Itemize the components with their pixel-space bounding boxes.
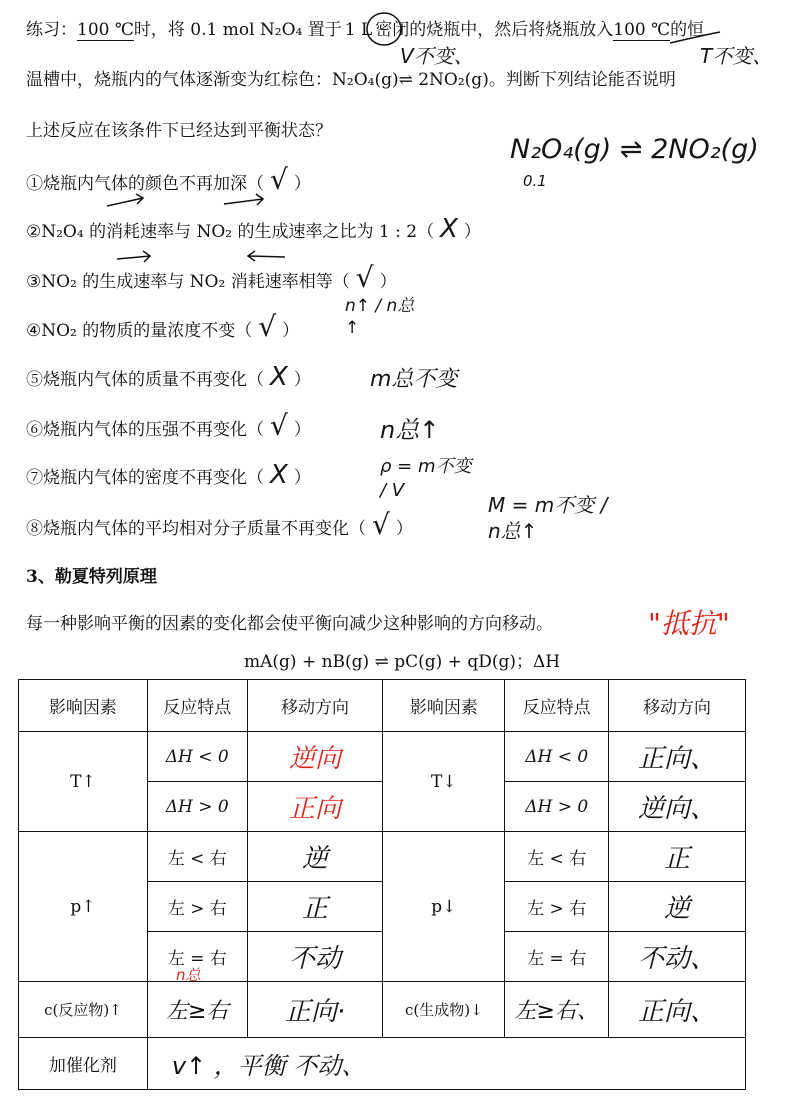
hw-volume-constant: V不变、 bbox=[400, 44, 474, 68]
item-close: ） bbox=[379, 272, 397, 292]
item-2 bbox=[26, 214, 481, 244]
item-3 bbox=[26, 261, 397, 294]
table-row bbox=[19, 1038, 746, 1090]
feature-lt-2: 左 < 右 bbox=[505, 832, 609, 882]
table-row bbox=[19, 832, 746, 882]
factor-t-up: T↑ bbox=[19, 732, 148, 832]
table-row bbox=[19, 732, 746, 782]
exercise-temp-1: 100 ℃ bbox=[77, 20, 134, 40]
header-feature-2: 反应特点 bbox=[505, 680, 609, 732]
item-text: ⑤烧瓶内气体的质量不再变化（ bbox=[26, 370, 264, 390]
item-mark: √ bbox=[270, 163, 288, 196]
feature-gt: 左 > 右 bbox=[147, 882, 247, 932]
direction-t-up-neg: 逆向 bbox=[247, 732, 383, 782]
item-close: ） bbox=[395, 519, 413, 539]
direction-p-up-gt: 正 bbox=[247, 882, 383, 932]
item-close: ） bbox=[293, 370, 311, 390]
direction-t-up-pos: 正向 bbox=[247, 782, 383, 832]
factor-c-reactant: c(反应物)↑ bbox=[19, 982, 148, 1038]
exercise-volume: 1 L bbox=[344, 20, 373, 40]
item-text: ⑧烧瓶内气体的平均相对分子质量不再变化（ bbox=[26, 519, 366, 539]
direction-c-reactant: 正向· bbox=[247, 982, 383, 1038]
item-text: ⑥烧瓶内气体的压强不再变化（ bbox=[26, 420, 264, 440]
item-close: ） bbox=[463, 222, 481, 242]
arrow-right-icon bbox=[224, 194, 263, 205]
item-text: ②N₂O₄ 的消耗速率与 NO₂ 的生成速率之比为 1 : 2（ bbox=[26, 222, 435, 242]
item-text: ③NO₂ 的生成速率与 NO₂ 消耗速率相等（ bbox=[26, 272, 350, 292]
item-mark: √ bbox=[355, 261, 374, 294]
feature-lt: 左 < 右 bbox=[147, 832, 247, 882]
item-close: ） bbox=[293, 174, 311, 194]
table-row bbox=[19, 982, 746, 1038]
catalyst-note: v↑ ，平衡 不动、 bbox=[147, 1038, 745, 1090]
direction-p-down-gt: 逆 bbox=[609, 882, 746, 932]
direction-t-down-neg: 正向、 bbox=[609, 732, 746, 782]
exercise-text-3: 的恒 bbox=[670, 20, 705, 40]
arrow-left-icon bbox=[248, 251, 285, 261]
principle-text: 每一种影响平衡的因素的变化都会使平衡向减少这种影响的方向移动。 bbox=[26, 614, 553, 634]
equation: mA(g) + nB(g) ⇌ pC(g) + qD(g)；ΔH bbox=[244, 652, 561, 672]
item-mark: X bbox=[440, 214, 458, 244]
item-mark: X bbox=[270, 460, 288, 490]
feature-c-product: 左≥右、 bbox=[505, 982, 609, 1038]
item-8-note: M = m不变 / n总↑ bbox=[488, 493, 608, 543]
item-4 bbox=[26, 310, 300, 343]
hw-temp-constant: T不变、 bbox=[700, 44, 773, 68]
item-4-note: n↑ / n总↑ bbox=[345, 296, 415, 338]
direction-p-down-eq: 不动、 bbox=[609, 932, 746, 982]
header-direction-1: 移动方向 bbox=[247, 680, 383, 732]
exercise-text-2: 密闭的烧瓶中，然后将烧瓶放入 bbox=[375, 20, 614, 40]
item-5 bbox=[26, 362, 311, 392]
item-text: ①烧瓶内气体的颜色不再加深（ bbox=[26, 174, 264, 194]
factor-p-up: p↑ bbox=[19, 832, 148, 982]
direction-p-up-eq: 不动 bbox=[247, 932, 383, 982]
principle-note: "抵抗" bbox=[648, 607, 730, 640]
item-close: ） bbox=[293, 468, 311, 488]
direction-p-down-lt: 正 bbox=[609, 832, 746, 882]
factor-c-product: c(生成物)↓ bbox=[383, 982, 505, 1038]
exercise-line-3: 上述反应在该条件下已经达到平衡状态？ bbox=[26, 121, 332, 141]
hw-amount: 0.1 bbox=[523, 172, 547, 190]
item-close: ） bbox=[282, 321, 300, 341]
item-mark: √ bbox=[270, 409, 288, 442]
exercise-text-1: 时，将 0.1 mol N₂O₄ 置于 bbox=[133, 20, 342, 40]
feature-eq-2: 左 = 右 bbox=[505, 932, 609, 982]
item-mark: √ bbox=[372, 508, 390, 541]
feature-dh-pos: ΔH > 0 bbox=[147, 782, 247, 832]
factor-p-down: p↓ bbox=[383, 832, 505, 982]
header-feature-1: 反应特点 bbox=[147, 680, 247, 732]
item-7 bbox=[26, 460, 311, 490]
feature-dh-pos-2: ΔH > 0 bbox=[505, 782, 609, 832]
le-chatelier-table bbox=[18, 679, 746, 1090]
direction-p-up-lt: 逆 bbox=[247, 832, 383, 882]
exercise-line-2: 温槽中，烧瓶内的气体逐渐变为红棕色：N₂O₄(g)⇌ 2NO₂(g)。判断下列结论能否说明 bbox=[26, 70, 676, 90]
factor-catalyst: 加催化剂 bbox=[19, 1038, 148, 1090]
item-mark: X bbox=[270, 362, 288, 392]
item-mark: √ bbox=[258, 310, 277, 343]
header-factor-2: 影响因素 bbox=[383, 680, 505, 732]
feature-eq: 左 = 右 bbox=[147, 932, 247, 982]
item-5-note: m总不变 bbox=[370, 367, 458, 392]
item-1 bbox=[26, 163, 311, 196]
item-close: ） bbox=[293, 420, 311, 440]
arrow-right-icon bbox=[107, 194, 143, 206]
feature-gt-2: 左 > 右 bbox=[505, 882, 609, 932]
section-heading: 3、勒夏特列原理 bbox=[26, 567, 157, 587]
item-6 bbox=[26, 409, 311, 442]
header-factor-1: 影响因素 bbox=[19, 680, 148, 732]
feature-dh-neg: ΔH < 0 bbox=[147, 732, 247, 782]
direction-t-down-pos: 逆向、 bbox=[609, 782, 746, 832]
item-text: ④NO₂ 的物质的量浓度不变（ bbox=[26, 321, 253, 341]
exercise-temp-2: 100 ℃ bbox=[613, 20, 671, 40]
item-6-note: n总↑ bbox=[380, 416, 440, 444]
exercise-prefix: 练习： bbox=[26, 20, 77, 40]
header-direction-2: 移动方向 bbox=[609, 680, 746, 732]
factor-t-down: T↓ bbox=[383, 732, 505, 832]
hw-n-total-note: n总 bbox=[176, 966, 201, 984]
feature-c-reactant: 左≥右 bbox=[147, 982, 247, 1038]
direction-c-product: 正向、 bbox=[609, 982, 746, 1038]
item-text: ⑦烧瓶内气体的密度不再变化（ bbox=[26, 468, 264, 488]
item-7-note: ρ = m不变 / V bbox=[380, 456, 472, 501]
item-8 bbox=[26, 508, 413, 541]
feature-dh-neg-2: ΔH < 0 bbox=[505, 732, 609, 782]
exercise-line-1 bbox=[26, 20, 704, 40]
hw-equation: N₂O₄(g) ⇌ 2NO₂(g) bbox=[510, 134, 759, 165]
table-header-row bbox=[19, 680, 746, 732]
arrow-right-icon bbox=[117, 251, 150, 262]
